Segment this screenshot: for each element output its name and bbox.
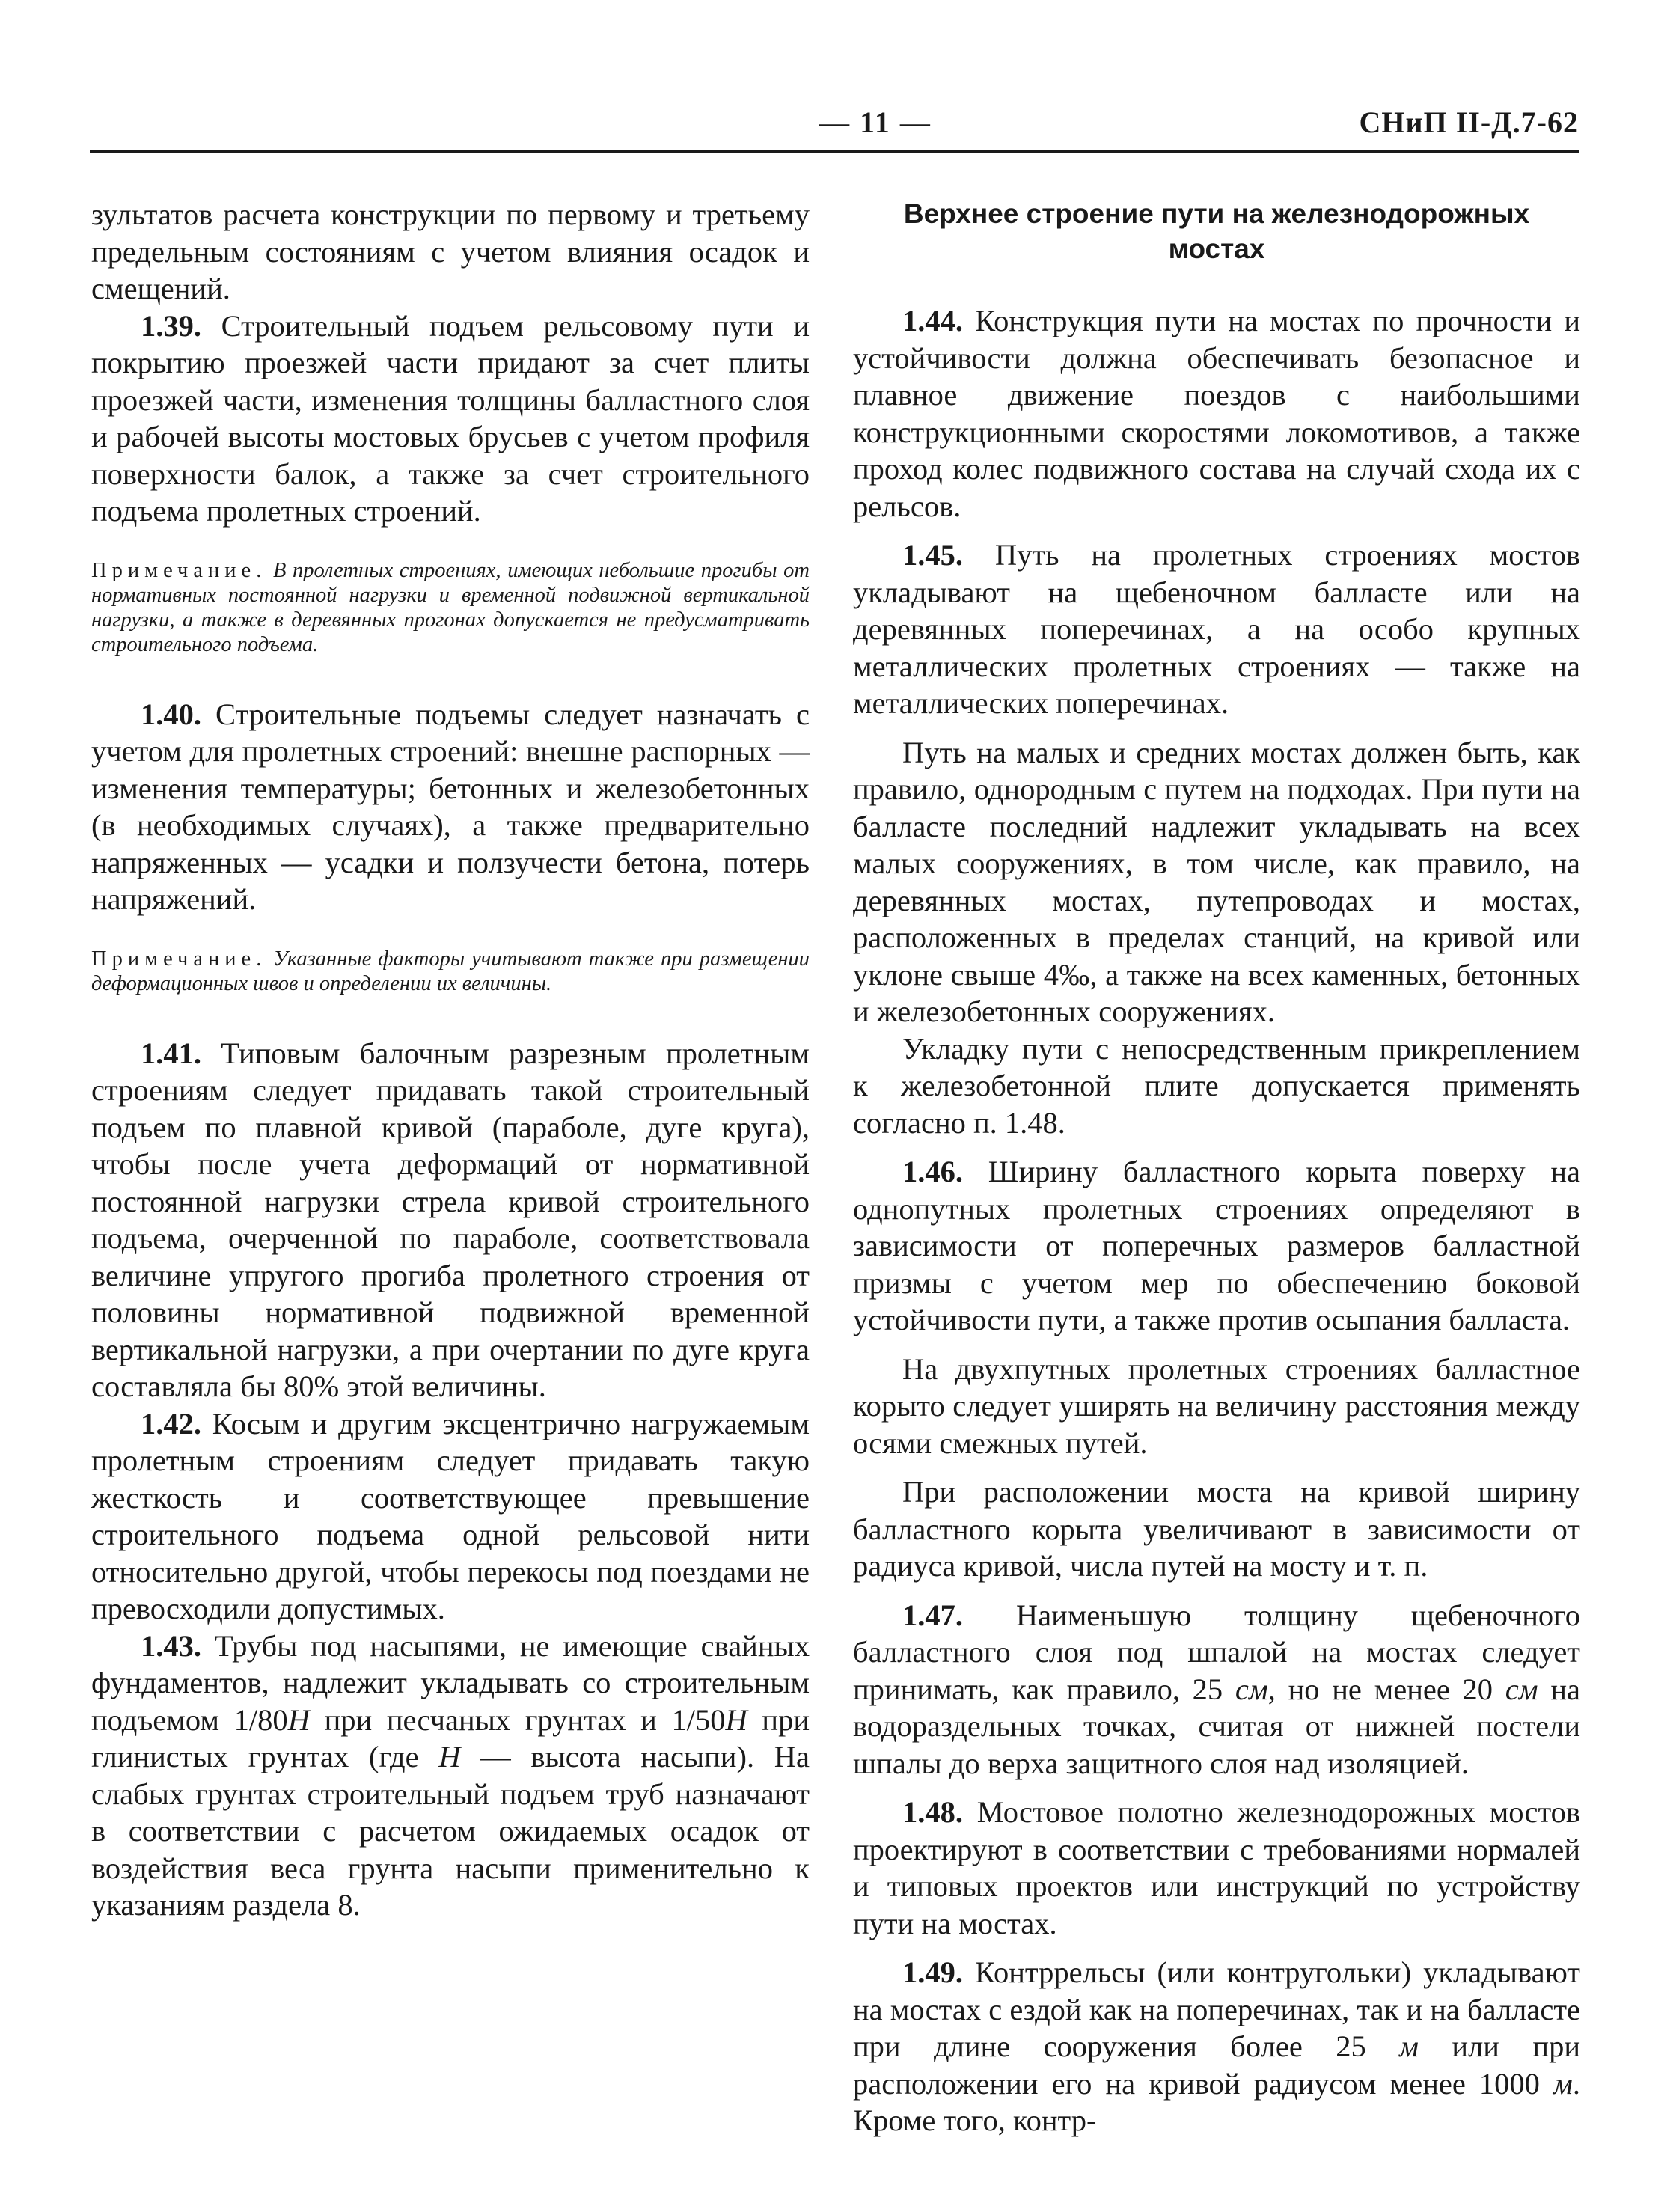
clause-1-44: 1.44. Конструкция пути на мостах по прочности и устойчивости должна обеспечивать безопасное и плавное движение поездов с наибольшими конструкционными скоростями локомотивов, а также проход колес подвижного состава на случай схода их с рельсов. <box>853 304 1580 523</box>
clause-1-43: 1.43. Трубы под насыпями, не имеющие свайных фундаментов, надлежит укладывать со строительным подъемом 1/80H при песчаных грунтах и 1/50H при глинистых грунтах (где H — высота насыпи). На слабых грунтах строительный подъем труб назначают в соответствии с расчетом ожидаемых осадок от воздействия веса грунта насыпи применительно к указаниям раздела 8. <box>91 1628 810 1922</box>
note-1: Примечание. В пролетных строениях, имеющих небольшие прогибы от нормативных постоянной нагрузки и временной подвижной вертикальной нагрузки, а также в деревянных прогонах допускается не предусматривать строительного подъема. <box>91 558 810 656</box>
clause-1-46-paragraph-2: На двухпутных пролетных строениях балластное корыто следует уширять на величину расстояния между осями смежных путей. <box>853 1351 1580 1460</box>
clause-1-41: 1.41. Типовым балочным разрезным пролетным строениям следует придавать такой строительный подъем по плавной кривой (параболе, дуге круга), чтобы после учета деформаций от нормативной постоянной нагрузки стрела кривой строительного подъема, очерченной по параболе, соответствовала величине упругого прогиба пролетного строения от половины нормативной подвижной временной вертикальной нагрузки, а при очертании по дуге круга составляла бы 80% этой величины. <box>91 1036 810 1403</box>
note-2: Примечание. Указанные факторы учитывают также при размещении деформационных швов и определении их величины. <box>91 947 810 995</box>
clause-1-46-paragraph-3: При расположении моста на кривой ширину балластного корыта увеличивают в зависимости от радиуса кривой, числа путей на мосту и т. п. <box>853 1475 1580 1583</box>
paragraph-continued: зультатов расчета конструкции по первому и третьему предельным состояниям с учетом влияния осадок и смещений. <box>91 198 810 305</box>
clause-1-40: 1.40. Строительные подъемы следует назначать с учетом для пролетных строений: внешне распорных — изменения температуры; бетонных и железобетонных (в необходимых случаях), а также предварительно напряженных — усадки и ползучести бетона, потерь напряжений. <box>91 697 810 916</box>
clause-1-45-paragraph-3: Укладку пути с непосредственным прикреплением к железобетонной плите допускается применять согласно п. 1.48. <box>853 1031 1580 1140</box>
clause-1-47: 1.47. Наименьшую толщину щебеночного балластного слоя под шпалой на мостах следует принимать, как правило, 25 см, но не менее 20 см на водораздельных точках, считая от нижней постели шпалы до верха защитного слоя над изоляцией. <box>853 1598 1580 1780</box>
clause-1-46: 1.46. Ширину балластного корыта поверху на однопутных пролетных строениях определяют в зависимости от поперечных размеров балластной призмы с учетом мер по обеспечению боковой устойчивости пути, а также против осыпания балласта. <box>853 1155 1580 1336</box>
clause-1-48: 1.48. Мостовое полотно железнодорожных мостов проектируют в соответствии с требованиями нормалей и типовых проектов или инструкций по устройству пути на мостах. <box>853 1795 1580 1940</box>
clause-1-42: 1.42. Косым и другим эксцентрично нагружаемым пролетным строениям следует придавать такую жесткость и соответствующее превышение строительного подъема одной рельсовой нити относительно другой, чтобы перекосы под поездами не превосходили допустимых. <box>91 1406 810 1625</box>
page-number: — 11 — <box>819 106 932 139</box>
clause-1-49: 1.49. Контррельсы (или контругольки) укладывают на мостах с ездой как на поперечинах, так и на балласте при длине сооружения более 25 м или при расположении его на кривой радиусом менее 1000 м. Кроме того, контр- <box>853 1955 1580 2137</box>
clause-1-45-paragraph-2: Путь на малых и средних мостах должен быть, как правило, однородным с путем на подходах. При пути на балласте последний надлежит укладывать на всех малых сооружениях, в том числе, как правило, на деревянных мостах, путепроводах и мостах, расположенных в пределах станций, на кривой или уклоне свыше 4‰, а также на всех каменных, бетонных и железобетонных сооружениях. <box>853 735 1580 1028</box>
right-column <box>853 196 1580 2139</box>
header-rule <box>90 150 1579 153</box>
left-column <box>91 196 810 1924</box>
document-code: СНиП II-Д.7-62 <box>1359 106 1579 139</box>
section-title: Верхнее строение пути на железнодорожных мостах <box>903 198 1530 264</box>
clause-1-39: 1.39. Строительный подъем рельсовому пути и покрытию проезжей части придают за счет плиты проезжей части, изменения толщины балластного слоя и рабочей высоты мостовых брусьев с учетом профиля поверхности балок, а также за счет строительного подъема пролетных строений. <box>91 308 810 528</box>
clause-1-45: 1.45. Путь на пролетных строениях мостов укладывают на щебеночном балласте или на деревянных поперечинах, а на особо крупных металлических пролетных строениях — также на металлических поперечинах. <box>853 538 1580 720</box>
